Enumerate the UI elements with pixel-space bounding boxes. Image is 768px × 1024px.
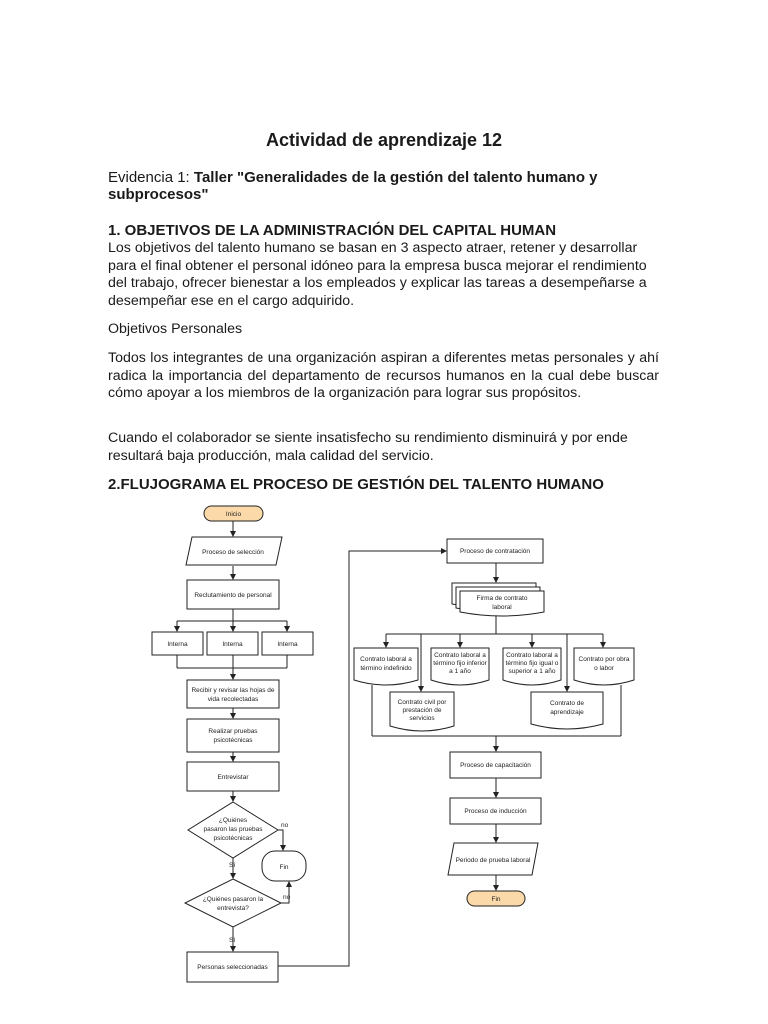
flow-pruebas-node	[187, 719, 279, 752]
flow-seleccion-node	[186, 537, 282, 565]
svg-text:Contrato de: Contrato de	[550, 700, 584, 707]
svg-text:psicotécnicas: psicotécnicas	[213, 737, 253, 744]
flow-firma-node	[452, 583, 544, 616]
svg-text:¿Quiénes: ¿Quiénes	[218, 817, 248, 824]
svg-text:Interna: Interna	[167, 641, 188, 648]
flow-decision-entrevista	[185, 879, 291, 944]
flow-fin-terminal-2	[467, 891, 525, 906]
svg-text:aprendizaje: aprendizaje	[550, 709, 584, 716]
section1-heading: 1. OBJETIVOS DE LA ADMINISTRACIÓN DEL CAPITAL HUMAN	[108, 222, 557, 239]
page-title: Actividad de aprendizaje 12	[265, 130, 503, 150]
svg-text:¿Quiénes pasaron la: ¿Quiénes pasaron la	[202, 896, 264, 903]
flow-contratacion-node	[447, 539, 543, 563]
svg-text:término fijo igual o: término fijo igual o	[505, 660, 559, 667]
flow-start-terminal	[204, 506, 263, 521]
flow-induccion-node	[450, 798, 541, 824]
flow-contrato-obra	[574, 648, 634, 685]
svg-text:Proceso de inducción: Proceso de inducción	[464, 808, 527, 815]
svg-text:a 1 año: a 1 año	[449, 668, 471, 675]
section1-paragraph-3: Todos los integrantes de una organización aspiran a diferentes metas personales y ahí radica la importancia del departamento de recursos humanos en la cual debe buscar cómo apoyar a los miembros de la organización para lograr sus propósitos.	[108, 350, 659, 401]
flowchart	[0, 495, 768, 995]
svg-text:Contrato laboral a: Contrato laboral a	[434, 652, 486, 659]
evidence-line	[108, 169, 668, 203]
section1-paragraph-2: Objetivos Personales	[108, 321, 243, 337]
svg-text:prestación de: prestación de	[402, 707, 442, 714]
svg-text:Contrato laboral a: Contrato laboral a	[360, 656, 412, 663]
svg-text:Firma de contrato: Firma de contrato	[476, 595, 528, 602]
flow-fin-terminal-1	[262, 851, 306, 881]
flow-hojas-node	[187, 680, 279, 708]
svg-text:laboral: laboral	[492, 604, 512, 611]
svg-text:Interna: Interna	[277, 641, 298, 648]
svg-text:Recibir y revisar las hojas de: Recibir y revisar las hojas de	[191, 687, 275, 694]
svg-text:Proceso de selección: Proceso de selección	[202, 549, 264, 556]
flow-prueba-node	[448, 843, 538, 875]
svg-text:Inicio: Inicio	[225, 511, 242, 518]
svg-text:psicotécnicas: psicotécnicas	[213, 835, 253, 842]
flow-entrevistar-node	[187, 762, 279, 791]
section1-paragraph-4: Cuando el colaborador se siente insatisfecho su rendimiento disminuirá y por ende resultará baja producción, mala calidad del servicio.	[108, 430, 628, 464]
svg-text:Fin: Fin	[279, 864, 289, 871]
flow-seleccionadas-node	[187, 952, 278, 982]
svg-text:servicios: servicios	[409, 715, 435, 722]
svg-text:o labor: o labor	[594, 665, 614, 672]
section1-paragraph-1: Los objetivos del talento humano se basan en 3 aspecto atraer, retener y desarrollar para el final obtener el personal idóneo para la empresa busca mejorar el rendimiento del trabajo, ofrecer bienestar a los empleados y explicar las tareas a desempeñarse a desempeñar ese en el cargo adquirido.	[108, 240, 647, 309]
flow-contrato-fijo-inferior	[431, 648, 489, 685]
section2-heading: 2.FLUJOGRAMA EL PROCESO DE GESTIÓN DEL TALENTO HUMANO	[108, 476, 604, 493]
svg-text:entrevista?: entrevista?	[217, 905, 249, 912]
svg-text:Entrevistar: Entrevistar	[217, 774, 249, 781]
svg-text:Realizar pruebas: Realizar pruebas	[208, 728, 258, 735]
no-label-1: no	[281, 822, 289, 829]
no-label-2: no	[283, 894, 291, 901]
svg-text:superior a 1 año: superior a 1 año	[508, 668, 556, 675]
svg-text:Contrato civil por: Contrato civil por	[397, 699, 447, 706]
svg-text:Fin: Fin	[491, 896, 501, 903]
flow-capacitacion-node	[450, 752, 541, 778]
flow-contrato-aprendizaje	[531, 692, 603, 729]
si-label-1: Sí	[229, 862, 236, 869]
svg-text:Proceso de contratación: Proceso de contratación	[459, 548, 531, 555]
flow-reclutamiento-node	[187, 580, 279, 609]
svg-text:Proceso de capacitación: Proceso de capacitación	[460, 762, 531, 769]
flow-contrato-indefinido	[354, 648, 418, 685]
flow-interna-nodes	[152, 632, 313, 655]
svg-text:vida recolectadas: vida recolectadas	[207, 696, 259, 703]
si-label-2: Sí	[229, 937, 236, 944]
svg-text:pasaron las pruebas: pasaron las pruebas	[203, 826, 263, 833]
svg-text:Contrato laboral a: Contrato laboral a	[506, 652, 558, 659]
svg-text:Interna: Interna	[222, 641, 243, 648]
svg-text:Reclutamiento de personal: Reclutamiento de personal	[194, 592, 272, 599]
svg-text:término fijo inferior: término fijo inferior	[433, 660, 487, 667]
evidence-title: Taller "Generalidades de la gestión del talento humano y subprocesos"	[108, 169, 598, 203]
svg-text:Contrato por obra: Contrato por obra	[578, 656, 630, 663]
flow-contrato-fijo-superior	[503, 648, 561, 685]
flow-contrato-civil	[390, 692, 454, 731]
svg-text:término indefinido: término indefinido	[360, 665, 412, 672]
evidence-label: Evidencia 1:	[108, 169, 194, 186]
svg-text:Personas seleccionadas: Personas seleccionadas	[197, 964, 268, 971]
svg-text:Periodo de prueba laboral: Periodo de prueba laboral	[455, 857, 531, 864]
